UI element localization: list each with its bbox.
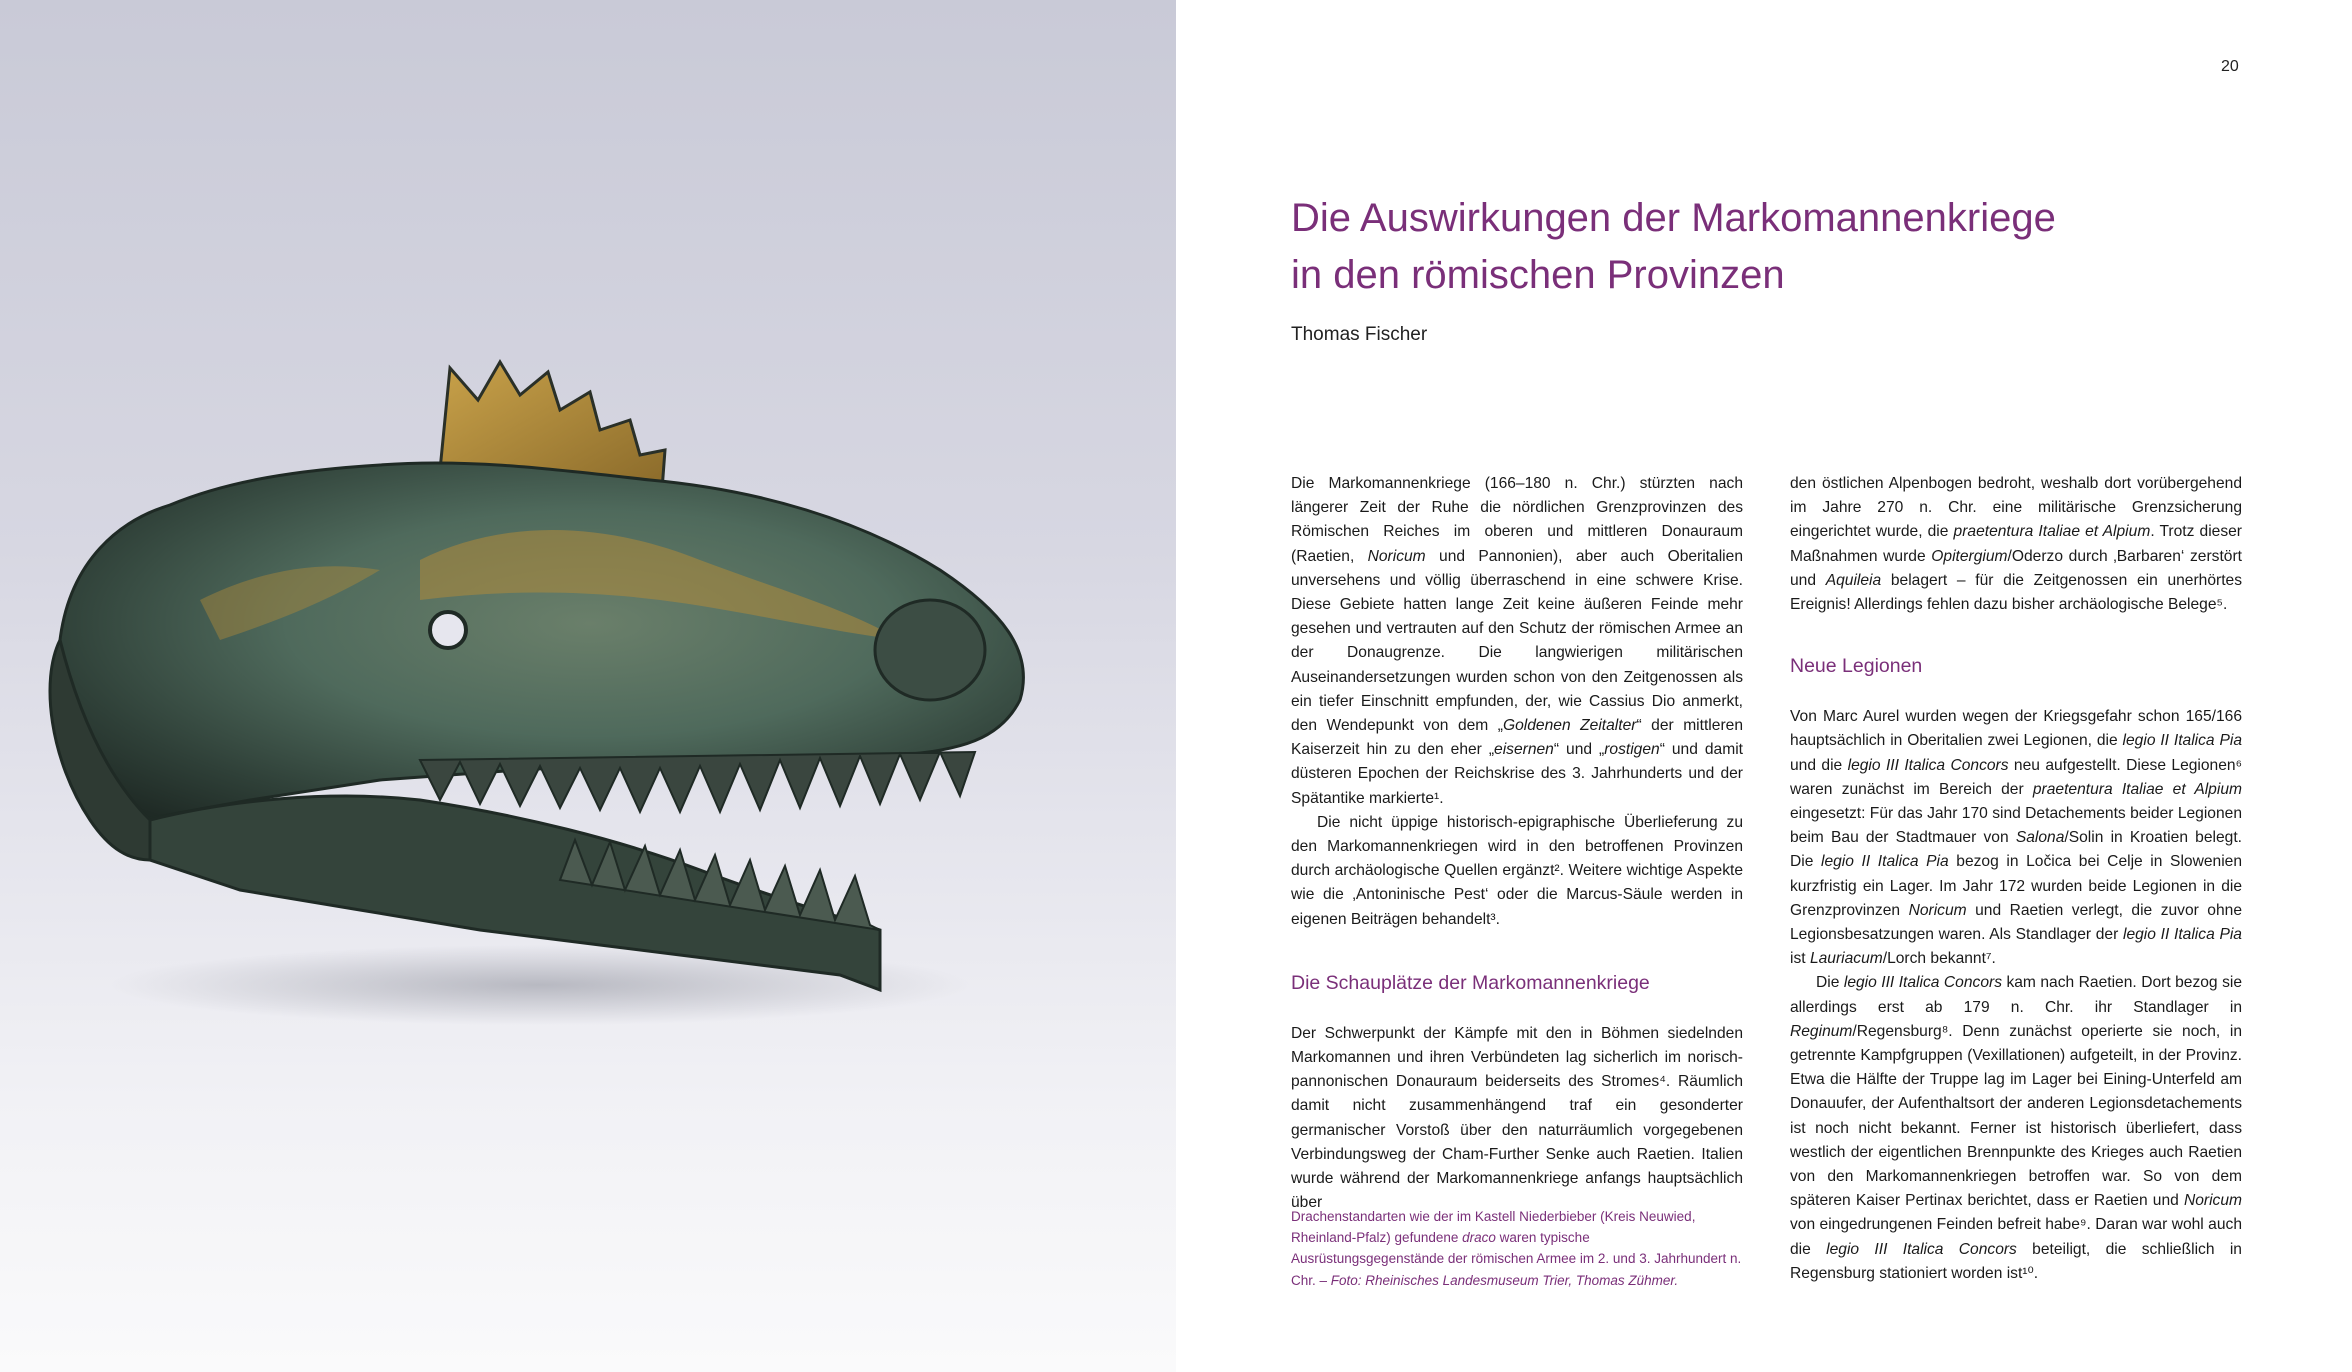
paragraph: Die Markomannenkriege (166–180 n. Chr.) stürzten nach längerer Zeit der Ruhe die nördlichen Grenzprovinzen des Römischen Reiches im oberen und mittleren Donauraum (Raetien, Noricum und Pannonien), aber auch Oberitalien unversehens und völlig überraschend in eine schwere Krise. Diese Gebiete hatten lange Zeit keine äußeren Feinde mehr gesehen und vertrauten auf den Schutz der römischen Armee an der Donaugrenze. Die langwierigen militärischen Auseinandersetzungen wurden schon von den Zeitgenossen als ein tiefer Einschnitt empfunden, der, wie Cassius Dio anmerkt, den Wendepunkt von dem „Goldenen Zeitalter“ der mittleren Kaiserzeit hin zu den eher „eisernen“ und „rostigen“ und damit düsteren Epochen der Reichskrise des 3. Jahrhunderts und der Spätantike markierte¹. [1291, 475, 1743, 807]
text-column-right [1790, 472, 2242, 1286]
page-number: 20 [2221, 58, 2239, 75]
author: Thomas Fischer [1291, 324, 1428, 345]
title-line-2: in den römischen Provinzen [1291, 253, 1785, 297]
eye-hole [430, 612, 466, 648]
section-heading: Neue Legionen [1790, 655, 1923, 678]
paragraph: Die nicht üppige historisch-epigraphische Überlieferung zu den Markomannenkriegen wird in den betroffenen Provinzen durch archäologische Quellen ergänzt². Weitere wichtige Aspekte wie die ‚Antoninische Pest‘ oder die Marcus-Säule werden in eigenen Beiträgen behandelt³. [1291, 813, 1743, 928]
paragraph: Der Schwerpunkt der Kämpfe mit den in Böhmen siedelnden Markomannen und ihren Verbündeten lag sicherlich im norisch-pannonischen Donauraum beiderseits des Stromes⁴. Räumlich damit nicht zusammenhängend traf ein gesonderter germanischer Vorstoß über den naturräumlich vorgegebenen Verbindungsweg der Cham-Further Senke auch Raetien. Italien wurde während der Markomannenkriege anfangs hauptsächlich über [1291, 1024, 1743, 1212]
section-heading: Die Schauplätze der Markomannenkriege [1291, 971, 1650, 994]
title-line-1: Die Auswirkungen der Markomannenkriege [1291, 196, 2056, 240]
image-caption: Drachenstandarten wie der im Kastell Niederbieber (Kreis Neuwied, Rheinland-Pfalz) gefundene draco waren typische Ausrüstungsgegenstände der römischen Armee im 2. und 3. Jahrhundert n. Chr. – Foto: Rheinisches Landesmuseum Trier, Thomas Zühmer. [1291, 1209, 1742, 1288]
article-title [1291, 190, 2191, 304]
upper-teeth [420, 752, 975, 812]
snout [875, 600, 985, 700]
paragraph: Die legio III Italica Concors kam nach Raetien. Dort bezog sie allerdings erst ab 179 n. Chr. ihr Standlager in Reginum/Regensburg⁸. Denn zunächst operierte sie noch, in getrennte Kampfgruppen (Vexillationen) aufgeteilt, in der Provinz. Etwa die Hälfte der Truppe lag im Lager bei Eining-Unterfeld am Donauufer, der Aufenthaltsort der anderen Legionsdetachements ist noch nicht bekannt. Ferner ist historisch überliefert, dass westlich der eigentlichen Brennpunkte des Krieges auch Raetien von den Markomannenkriegen betroffen war. So von dem späteren Kaiser Pertinax berichtet, dass er Raetien und Noricum von eingedrungenen Feinden befreit habe⁹. Daran war wohl auch die legio III Italica Concors beteiligt, die schließlich in Regensburg stationiert worden ist¹⁰. [1790, 974, 2242, 1282]
paragraph: den östlichen Alpenbogen bedroht, weshalb dort vorübergehend im Jahre 270 n. Chr. eine militärische Grenzsicherung eingerichtet wurde, die praetentura Italiae et Alpium. Trotz dieser Maßnahmen wurde Opitergium/Oderzo durch ‚Barbaren‘ zerstört und Aquileia belagert – für die Zeitgenossen ein unerhörtes Ereignis! Allerdings fehlen dazu bisher archäologische Belege⁵. [1790, 475, 2242, 614]
text-column-left [1291, 472, 1743, 1215]
text-page [1176, 0, 2352, 1372]
paragraph: Von Marc Aurel wurden wegen der Kriegsgefahr schon 165/166 hauptsächlich in Oberitalien zwei Legionen, die legio II Italica Pia und die legio III Italica Concors neu aufgestellt. Diese Legionen⁶ waren zunächst im Bereich der praetentura Italiae et Alpium eingesetzt: Für das Jahr 170 sind Detachements beider Legionen beim Bau der Stadtmauer von Salona/Solin in Kroatien belegt. Die legio II Italica Pia bezog in Ločica bei Celje in Slowenien kurzfristig ein Lager. Im Jahr 172 wurden beide Legionen in die Grenzprovinzen Noricum und Raetien verlegt, die zuvor ohne Legionsbesatzungen waren. Als Standlager der legio II Italica Pia ist Lauriacum/Lorch bekannt⁷. [1790, 708, 2243, 968]
